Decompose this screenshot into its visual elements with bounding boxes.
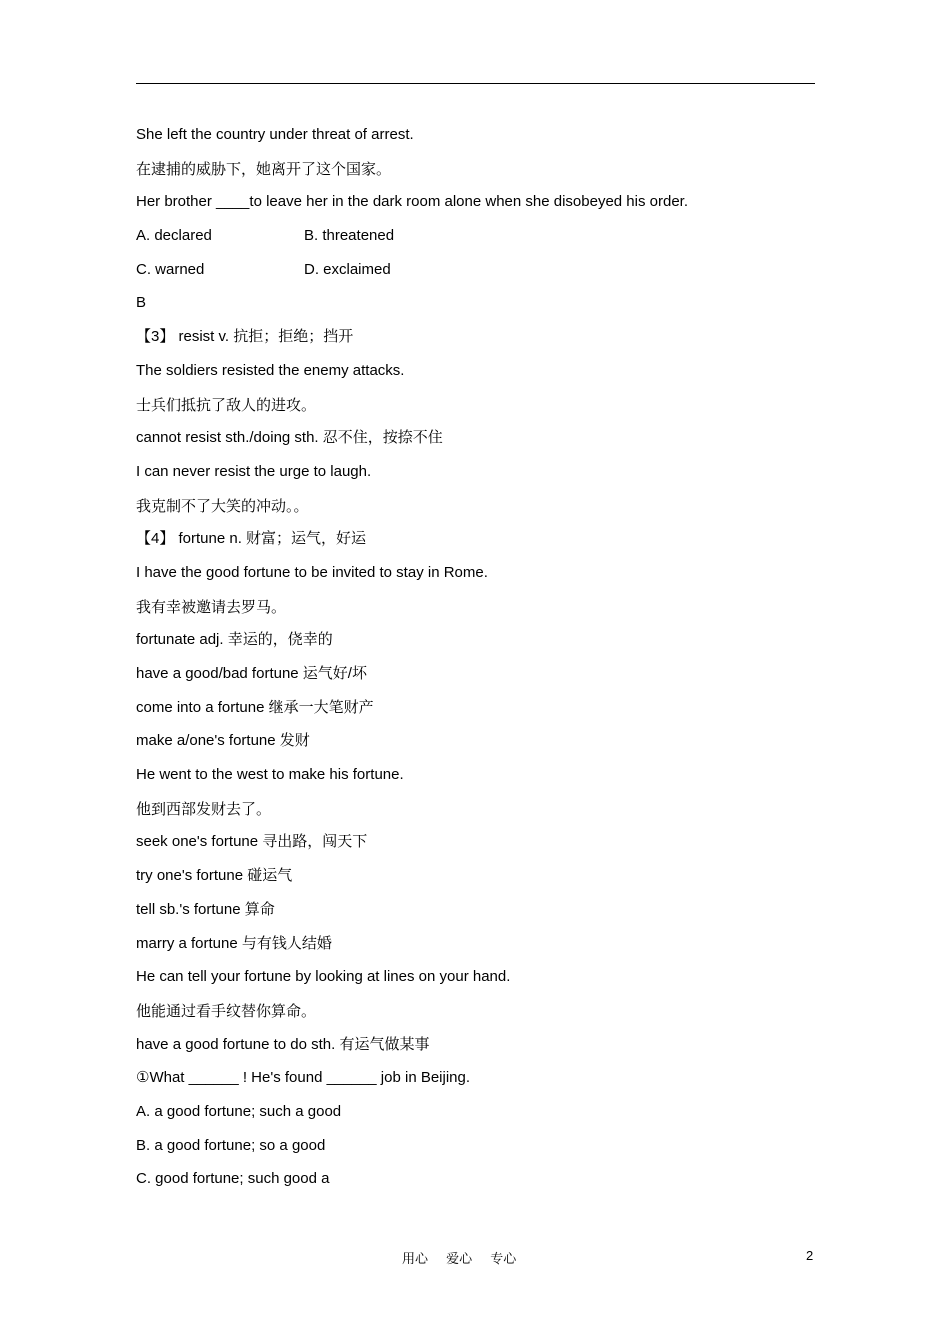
example-translation: 我有幸被邀请去罗马。 (136, 597, 287, 616)
example-translation: 我克制不了大笑的冲动。。 (136, 496, 309, 515)
example-translation: 在逮捕的威胁下，她离开了这个国家。 (136, 159, 392, 178)
phrase-entry: make a/one's fortune 发财 (136, 732, 310, 750)
option-d: D. exclaimed (304, 260, 391, 278)
example-sentence: He can tell your fortune by looking at lines on your hand. (136, 968, 511, 986)
answer: B (136, 294, 147, 312)
phrase-entry: seek one's fortune 寻出路，闯天下 (136, 833, 368, 851)
example-translation: 他到西部发财去了。 (136, 799, 272, 818)
example-sentence: I have the good fortune to be invited to stay in Rome. (136, 563, 488, 581)
phrase-entry: marry a fortune 与有钱人结婚 (136, 934, 332, 952)
page-footer (0, 1248, 950, 1268)
header-rule (136, 83, 815, 84)
phrase-entry: come into a fortune 继承一大笔财产 (136, 698, 374, 716)
example-sentence: He went to the west to make his fortune. (136, 766, 404, 784)
page-number: 2 (806, 1248, 814, 1263)
phrase-entry: have a good fortune to do sth. 有运气做某事 (136, 1035, 430, 1053)
phrase-entry: cannot resist sth./doing sth. 忍不住，按捺不住 (136, 429, 443, 447)
example-sentence: I can never resist the urge to laugh. (136, 462, 372, 480)
option-a: A. a good fortune; such a good (136, 1102, 342, 1120)
option-row-1 (136, 225, 816, 259)
exercise-question: Her brother ____to leave her in the dark room alone when she disobeyed his order. (136, 193, 689, 211)
option-a: A. declared (136, 227, 212, 245)
phrase-entry: tell sb.'s fortune 算命 (136, 900, 275, 918)
option-b: B. a good fortune; so a good (136, 1136, 326, 1154)
example-translation: 士兵们抵抗了敌人的进攻。 (136, 395, 317, 414)
document-body (136, 124, 816, 1202)
option-row-2 (136, 259, 816, 293)
example-sentence: The soldiers resisted the enemy attacks. (136, 361, 405, 379)
footer-motto: 用心 爱心 专心 (402, 1252, 517, 1267)
vocab-heading-resist: 【3】 resist v. 抗拒；拒绝；挡开 (136, 328, 354, 346)
example-translation: 他能通过看手纹替你算命。 (136, 1001, 317, 1020)
exercise-question: ①What ______ ! He's found ______ job in Beijing. (136, 1069, 471, 1087)
vocab-heading-fortune: 【4】 fortune n. 财富；运气，好运 (136, 530, 367, 548)
phrase-entry: try one's fortune 碰运气 (136, 867, 293, 885)
option-c: C. good fortune; such good a (136, 1170, 330, 1188)
phrase-entry: fortunate adj. 幸运的，侥幸的 (136, 631, 333, 649)
example-sentence: She left the country under threat of arrest. (136, 126, 414, 143)
option-b: B. threatened (304, 227, 395, 245)
phrase-entry: have a good/bad fortune 运气好/坏 (136, 665, 367, 682)
option-c: C. warned (136, 260, 205, 278)
